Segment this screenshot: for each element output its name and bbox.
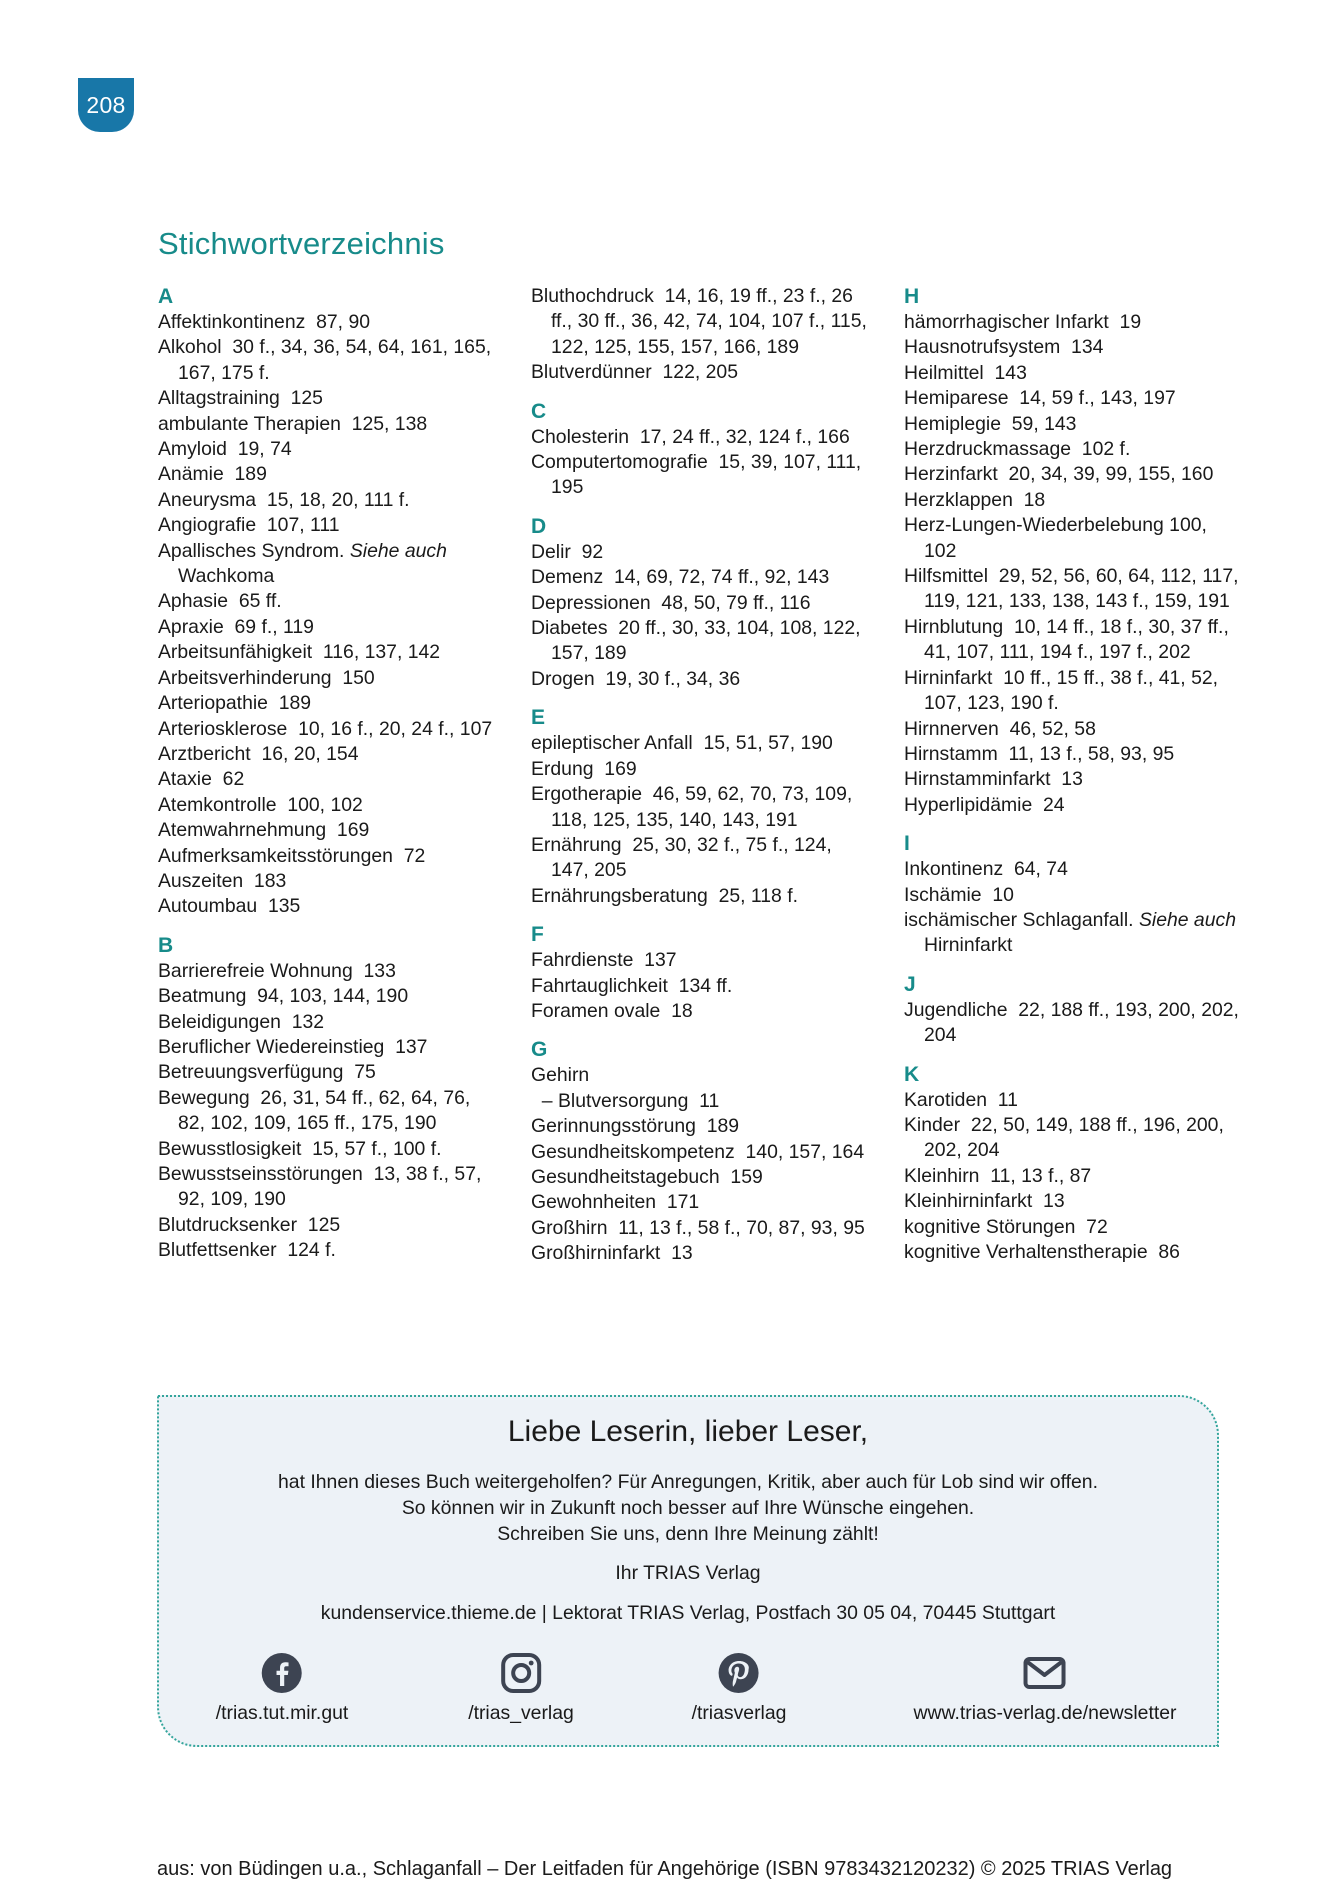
index-entry: Hirnblutung 10, 14 ff., 18 f., 30, 37 ff., 41, 107, 111, 194 f., 197 f., 202 bbox=[904, 615, 1235, 664]
index-entry: Fahrdienste 137 bbox=[531, 949, 677, 972]
index-entry: Alltagstraining 125 bbox=[158, 387, 323, 410]
index-letter-heading: E bbox=[531, 706, 546, 730]
index-entry: Arteriosklerose 10, 16 f., 20, 24 f., 107 bbox=[158, 717, 493, 740]
index-entry: Hilfsmittel 29, 52, 56, 60, 64, 112, 117, 119, 121, 133, 138, 143 f., 159, 191 bbox=[904, 565, 1244, 613]
index-group bbox=[904, 972, 1244, 1049]
index-group bbox=[158, 933, 498, 1264]
index-entry: Ergotherapie 46, 59, 62, 70, 73, 109, 118, 125, 135, 140, 143, 191 bbox=[531, 783, 858, 831]
index-entry: Blutverdünner 122, 205 bbox=[531, 361, 738, 384]
index-entry: Kleinhirn 11, 13 f., 87 bbox=[904, 1164, 1092, 1187]
index-entry: Inkontinenz 64, 74 bbox=[904, 858, 1068, 881]
index-entry: Bewusstlosigkeit 15, 57 f., 100 f. bbox=[158, 1137, 442, 1160]
index-entry: Beleidigungen 132 bbox=[158, 1010, 325, 1033]
reader-feedback-box bbox=[157, 1395, 1219, 1747]
pinterest-label: /triasverlag bbox=[691, 1702, 787, 1724]
index-entry: Ischämie 10 bbox=[904, 883, 1014, 906]
page-title: Stichwortverzeichnis bbox=[158, 226, 445, 261]
index-entry: Aneurysma 15, 18, 20, 111 f. bbox=[158, 488, 410, 511]
index-entry: Bewusstseinsstörungen 13, 38 f., 57, 92, 109, 190 bbox=[158, 1163, 487, 1211]
index-entry: Gesundheitskompetenz 140, 157, 164 bbox=[531, 1140, 865, 1163]
index-entry: Bewegung 26, 31, 54 ff., 62, 64, 76, 82, 102, 109, 165 ff., 175, 190 bbox=[158, 1086, 476, 1135]
index-entry: ischämischer Schlaganfall. Siehe auch Hirninfarkt bbox=[904, 908, 1242, 957]
index-entry: Amyloid 19, 74 bbox=[158, 438, 292, 461]
index-entry: Karotiden 11 bbox=[904, 1088, 1018, 1111]
index-entry: Bluthochdruck 14, 16, 19 ff., 23 f., 26 ff., 30 ff., 36, 42, 74, 104, 107 f., 115, 122, 125, 155, 157, 166, 189 bbox=[531, 285, 873, 358]
index-letter-heading: K bbox=[904, 1062, 920, 1086]
index-entry: Auszeiten 183 bbox=[158, 869, 287, 892]
index-entry: Fahrtauglichkeit 134 ff. bbox=[531, 974, 733, 997]
index-entry: Heilmittel 143 bbox=[904, 361, 1027, 384]
index-entry: Kinder 22, 50, 149, 188 ff., 196, 200, 202, 204 bbox=[904, 1113, 1230, 1162]
index-entry: Gerinnungsstörung 189 bbox=[531, 1115, 740, 1138]
index-letter-heading: J bbox=[904, 972, 916, 996]
index-entry: Arztbericht 16, 20, 154 bbox=[158, 742, 359, 765]
index-entry: Erdung 169 bbox=[531, 757, 637, 780]
index-entry: Drogen 19, 30 f., 34, 36 bbox=[531, 667, 741, 690]
index-group bbox=[904, 284, 1244, 818]
facebook-label: /trias.tut.mir.gut bbox=[215, 1702, 349, 1724]
feedback-address: kundenservice.thieme.de | Lektorat TRIAS Verlag, Postfach 30 05 04, 70445 Stuttgart bbox=[320, 1602, 1056, 1624]
index-entry: Cholesterin 17, 24 ff., 32, 124 f., 166 bbox=[531, 425, 850, 448]
index-entry: Beatmung 94, 103, 144, 190 bbox=[158, 985, 409, 1008]
index-entry: Computertomografie 15, 39, 107, 111, 195 bbox=[531, 451, 867, 499]
index-letter-heading: F bbox=[531, 923, 544, 947]
index-entry: Ataxie 62 bbox=[158, 768, 245, 791]
index-entry: Hemiplegie 59, 143 bbox=[904, 412, 1077, 435]
index-entry: Atemkontrolle 100, 102 bbox=[158, 793, 363, 816]
index-entry: Kleinhirninfarkt 13 bbox=[904, 1190, 1065, 1213]
index-entry: Barrierefreie Wohnung 133 bbox=[158, 959, 396, 982]
social-links bbox=[159, 1652, 1217, 1732]
index-entry: Angiografie 107, 111 bbox=[158, 514, 340, 537]
index-entry: Gehirn bbox=[531, 1064, 590, 1087]
feedback-text-line-1: hat Ihnen dieses Buch weitergeholfen? Für Anregungen, Kritik, aber auch für Lob sind wir offen. bbox=[278, 1471, 1098, 1493]
index-letter-heading: I bbox=[904, 832, 910, 856]
index-entry: Depressionen 48, 50, 79 ff., 116 bbox=[531, 591, 811, 614]
index-entry: Ernährung 25, 30, 32 f., 75 f., 124, 147, 205 bbox=[531, 833, 838, 882]
newsletter-label: www.trias-verlag.de/newsletter bbox=[913, 1702, 1177, 1724]
index-group bbox=[531, 1037, 871, 1266]
index-entry: Hirnstamminfarkt 13 bbox=[904, 768, 1083, 791]
index-group bbox=[531, 922, 871, 1024]
index-entry: Herz-Lungen-Wiederbelebung 100, 102 bbox=[904, 514, 1213, 562]
index-entry: Alkohol 30 f., 34, 36, 54, 64, 161, 165, 167, 175 f. bbox=[158, 336, 497, 384]
index-entry: Apraxie 69 f., 119 bbox=[158, 615, 314, 638]
index-entry: Hirninfarkt 10 ff., 15 ff., 38 f., 41, 52, 107, 123, 190 f. bbox=[904, 666, 1224, 715]
index-letter-heading: G bbox=[531, 1038, 548, 1062]
index-entry: Aufmerksamkeitsstörungen 72 bbox=[158, 844, 426, 867]
index-group bbox=[158, 284, 498, 920]
index-letter-heading: H bbox=[904, 285, 920, 308]
feedback-heading: Liebe Leserin, lieber Leser, bbox=[507, 1415, 869, 1448]
index-entry: Foramen ovale 18 bbox=[531, 999, 693, 1022]
index-letter-heading: A bbox=[158, 285, 174, 308]
index-entry: Arteriopathie 189 bbox=[158, 692, 312, 715]
index-letter-heading: B bbox=[158, 933, 174, 957]
index-column-1 bbox=[158, 284, 498, 1264]
index-entry: epileptischer Anfall 15, 51, 57, 190 bbox=[531, 732, 833, 755]
index-entry: ambulante Therapien 125, 138 bbox=[158, 412, 428, 435]
index-entry: Anämie 189 bbox=[158, 463, 267, 486]
index-entry: Arbeitsunfähigkeit 116, 137, 142 bbox=[158, 641, 441, 664]
index-entry: Blutdrucksenker 125 bbox=[158, 1213, 341, 1236]
index-entry: Arbeitsverhinderung 150 bbox=[158, 666, 375, 689]
index-entry: Hyperlipidämie 24 bbox=[904, 793, 1065, 816]
citation-footer: aus: von Büdingen u.a., Schlaganfall – Der Leitfaden für Angehörige (ISBN 9783432120232) © 2025 TRIAS Verlag bbox=[157, 1858, 1173, 1880]
index-letter-heading: C bbox=[531, 399, 547, 423]
index-group bbox=[904, 831, 1244, 959]
index-entry: Delir 92 bbox=[531, 540, 604, 563]
index-entry: Hirnstamm 11, 13 f., 58, 93, 95 bbox=[904, 742, 1175, 765]
index-entry: hämorrhagischer Infarkt 19 bbox=[904, 311, 1142, 333]
index-entry: Affektinkontinenz 87, 90 bbox=[158, 311, 371, 333]
index-entry: Gesundheitstagebuch 159 bbox=[531, 1165, 763, 1188]
index-group bbox=[531, 399, 871, 501]
pinterest-icon bbox=[718, 1652, 760, 1694]
index-entry: Betreuungsverfügung 75 bbox=[158, 1061, 376, 1084]
instagram-label: /trias_verlag bbox=[468, 1702, 574, 1724]
index-entry: Aphasie 65 ff. bbox=[158, 590, 282, 613]
pinterest-link[interactable] bbox=[692, 1652, 787, 1725]
facebook-link[interactable] bbox=[216, 1652, 349, 1725]
index-entry: kognitive Verhaltenstherapie 86 bbox=[904, 1241, 1180, 1263]
index-entry: Blutfettsenker 124 f. bbox=[158, 1239, 336, 1262]
index-entry: Herzdruckmassage 102 f. bbox=[904, 438, 1131, 461]
index-entry: Beruflicher Wiedereinstieg 137 bbox=[158, 1035, 428, 1058]
index-entry: Großhirninfarkt 13 bbox=[531, 1242, 693, 1265]
instagram-link[interactable] bbox=[468, 1652, 574, 1725]
index-entry: Herzinfarkt 20, 34, 39, 99, 155, 160 bbox=[904, 463, 1214, 486]
feedback-text-line-3: Schreiben Sie uns, denn Ihre Meinung zählt! bbox=[497, 1523, 879, 1545]
index-entry: Großhirn 11, 13 f., 58 f., 70, 87, 93, 95 bbox=[531, 1216, 865, 1239]
index-entry: – Blutversorgung 11 bbox=[531, 1089, 720, 1112]
index-entry: Demenz 14, 69, 72, 74 ff., 92, 143 bbox=[531, 566, 830, 589]
index-entry: Hirnnerven 46, 52, 58 bbox=[904, 717, 1096, 740]
mail-icon bbox=[1023, 1652, 1067, 1694]
index-entry: kognitive Störungen 72 bbox=[904, 1215, 1108, 1238]
index-entry: Hausnotrufsystem 134 bbox=[904, 336, 1104, 359]
index-column-2 bbox=[531, 284, 871, 1267]
instagram-icon bbox=[500, 1652, 542, 1694]
index-column-3 bbox=[904, 284, 1244, 1265]
index-entry: Hemiparese 14, 59 f., 143, 197 bbox=[904, 387, 1176, 410]
index-group bbox=[531, 284, 871, 386]
index-entry: Gewohnheiten 171 bbox=[531, 1191, 700, 1214]
page-number-badge: 208 bbox=[78, 78, 134, 132]
index-entry: Ernährungsberatung 25, 118 f. bbox=[531, 884, 798, 907]
index-entry: Diabetes 20 ff., 30, 33, 104, 108, 122, 157, 189 bbox=[531, 617, 866, 665]
facebook-icon bbox=[261, 1652, 303, 1694]
index-group bbox=[531, 514, 871, 692]
index-entry: Autoumbau 135 bbox=[158, 895, 301, 918]
index-entry: Jugendliche 22, 188 ff., 193, 200, 202, 204 bbox=[904, 998, 1245, 1047]
newsletter-link[interactable] bbox=[914, 1652, 1177, 1725]
index-group bbox=[904, 1062, 1244, 1266]
feedback-signature: Ihr TRIAS Verlag bbox=[615, 1562, 761, 1584]
index-group bbox=[531, 705, 871, 909]
index-entry: Apallisches Syndrom. Siehe auch Wachkoma bbox=[158, 539, 453, 588]
index-letter-heading: D bbox=[531, 514, 547, 538]
index-entry: Atemwahrnehmung 169 bbox=[158, 819, 370, 842]
index-entry: Herzklappen 18 bbox=[904, 488, 1046, 511]
feedback-text-line-2: So können wir in Zukunft noch besser auf Ihre Wünsche eingehen. bbox=[401, 1497, 975, 1519]
